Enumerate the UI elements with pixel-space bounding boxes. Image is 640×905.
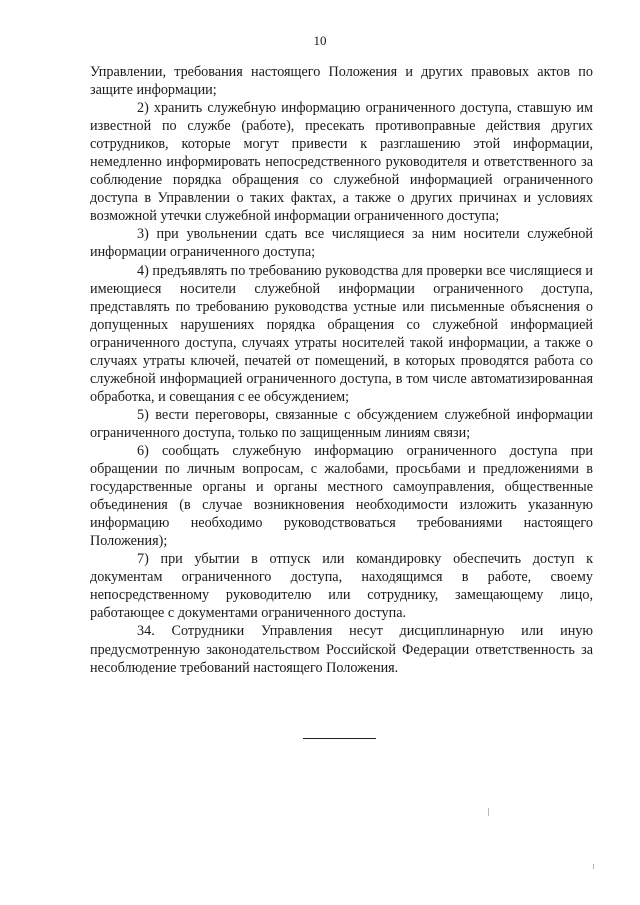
scan-speck <box>593 864 594 869</box>
paragraph-continuation: Управлении, требования настоящего Положения и других правовых актов по защите информации; <box>90 64 593 99</box>
page-number: 10 <box>313 33 327 48</box>
paragraph-item-4: 4) предъявлять по требованию руководства для проверки все числящиеся и имеющиеся носители служебной информации ограниченного доступа, представлять по требованию руководства устные или письменные объяснения о допущенных нарушениях порядка обращения со служебной информацией ограниченного доступа, случаях утраты носителей такой информации, а также о случаях утраты ключей, печатей от помещений, в которых проводятся работа со служебной информацией ограниченного доступа, в том числе автоматизированная обработка, и совещания с ее обсуждением; <box>90 262 593 405</box>
paragraph-item-3: 3) при увольнении сдать все числящиеся за ним носители служебной информации ограниченного доступа; <box>90 226 593 261</box>
paragraph-item-2: 2) хранить служебную информацию ограниченного доступа, ставшую им известной по службе (работе), пресекать противоправные действия других сотрудников, которые могут привести к разглашению этой информации, немедленно информировать непосредственного руководителя и ответственного за соблюдение порядка обращения со служебной информацией ограниченного доступа в Управлении о таких фактах, а также о других причинах и условиях возможной утечки служебной информации ограниченного доступа; <box>90 100 593 225</box>
paragraph-item-7: 7) при убытии в отпуск или командировку обеспечить доступ к документам ограниченного доступа, находящимся в работе, своему непосредственному руководителю или сотруднику, замещающему лицо, работающее с документами ограниченного доступа. <box>90 551 593 622</box>
document-body <box>90 63 593 677</box>
paragraph-item-5: 5) вести переговоры, связанные с обсуждением служебной информации ограниченного доступа, только по защищенным линиям связи; <box>90 406 593 441</box>
end-of-text-rule <box>303 738 376 739</box>
paragraph-item-6: 6) сообщать служебную информацию ограниченного доступа при обращении по личным вопросам, с жалобами, просьбами и предложениями в государственные органы и органы местного самоуправления, общественные объединения (в случае возникновения необходимости изложить указанную информацию необходимо руководствоваться требованиями настоящего Положения); <box>90 442 593 550</box>
paragraph-section-34: 34. Сотрудники Управления несут дисциплинарную или иную предусмотренную законодательством Российской Федерации ответственность за несоблюдение требований настоящего Положения. <box>90 623 593 676</box>
scan-speck <box>488 808 489 816</box>
